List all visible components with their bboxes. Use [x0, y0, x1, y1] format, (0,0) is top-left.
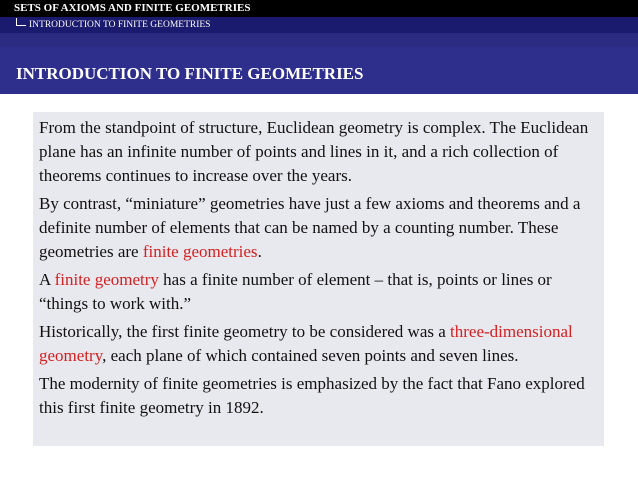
paragraph-contrast — [39, 192, 599, 264]
breadcrumb-subsection-label: INTRODUCTION TO FINITE GEOMETRIES — [29, 20, 211, 30]
paragraph-history — [39, 320, 599, 368]
page-title: INTRODUCTION TO FINITE GEOMETRIES — [16, 64, 364, 83]
paragraph-structure: From the standpoint of structure, Euclidean geometry is complex. The Euclidean plane has an infinite number of points and lines in it, and a rich collection of theorems continues to increase over the years. — [39, 118, 589, 185]
paragraph-definition-start: A — [39, 270, 55, 289]
term-finite-geometries: finite geometries — [142, 242, 258, 261]
paragraph-contrast-text: By contrast, “miniature” geometries have just a few axioms and theorems and a definite number of elements that can be named by a counting number. — [39, 194, 581, 237]
term-three-dimensional-geometry: three-dimensional geometry — [39, 322, 573, 365]
breadcrumb-subsection[interactable] — [16, 18, 210, 32]
header-stripe — [0, 33, 638, 47]
paragraph-history-start: Historically, the first finite geometry to be considered was a — [39, 322, 451, 341]
breadcrumb-section[interactable]: SETS OF AXIOMS AND FINITE GEOMETRIES — [14, 2, 251, 14]
paragraph-definition-rest: has a finite number of element – that is, points or lines or “things to work with.” — [39, 270, 552, 313]
content-body — [39, 116, 599, 424]
paragraph-contrast-end: . — [257, 242, 262, 261]
term-finite-geometry: finite geometry — [54, 270, 159, 289]
paragraph-contrast-text2: These geometries are — [39, 218, 559, 261]
paragraph-definition — [39, 268, 599, 316]
paragraph-modernity: The modernity of finite geometries is emphasized by the fact that Fano explored this first finite geometry in 1892. — [39, 374, 585, 417]
paragraph-history-rest: , each plane of which contained seven points and seven lines. — [102, 346, 519, 365]
tree-branch-icon — [16, 18, 26, 26]
